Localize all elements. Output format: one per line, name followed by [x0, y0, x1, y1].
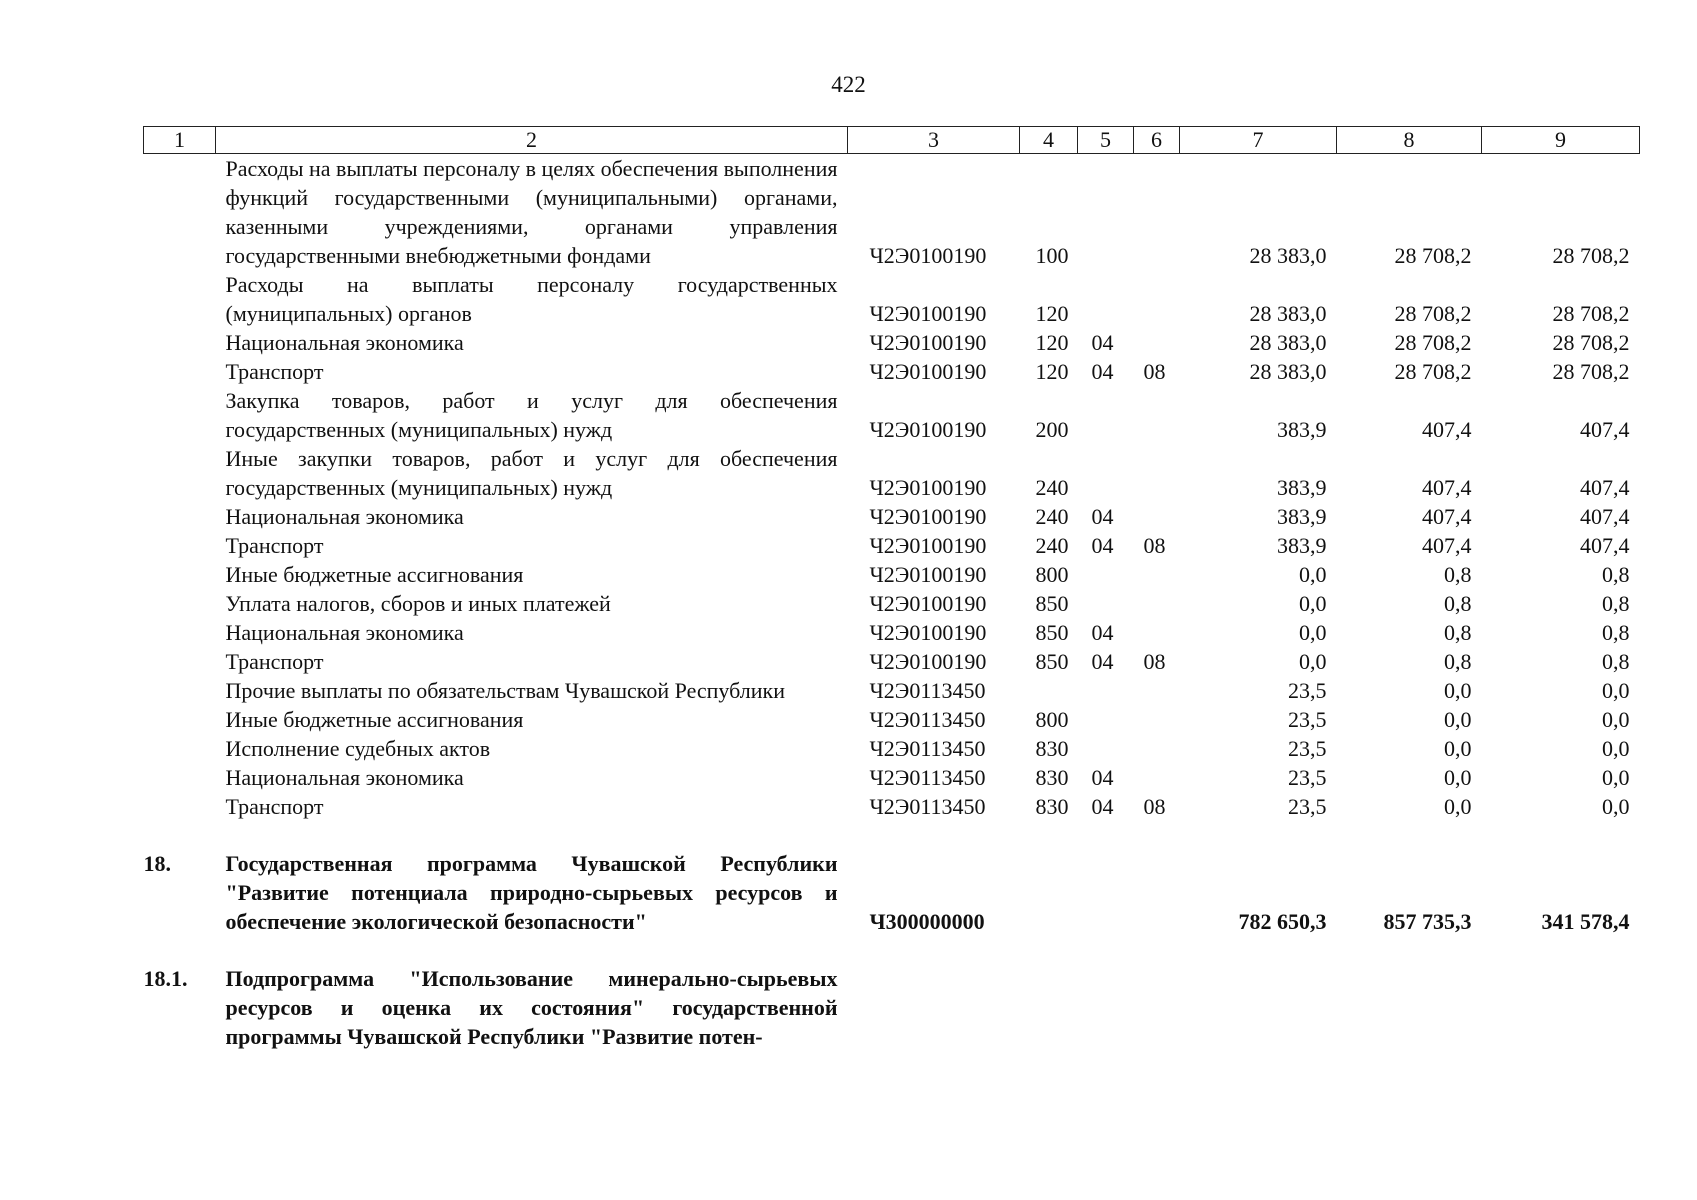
row-name: Национальная экономика [225, 620, 464, 645]
row-section: 04 [1091, 533, 1114, 558]
row-subsection [1134, 618, 1180, 647]
column-header: 9 [1482, 127, 1640, 154]
row-number [144, 618, 216, 647]
row-expense-type [1020, 676, 1078, 705]
row-amount-9: 0,0 [1602, 794, 1630, 819]
row-code: Ч2Э0100190 [869, 301, 987, 326]
row-section: 04 [1091, 620, 1114, 645]
row-amount-9: 407,4 [1580, 504, 1630, 529]
row-subsection [1134, 154, 1180, 271]
row-name: Транспорт [225, 533, 324, 558]
row-name: Иные бюджетные ассигнования [225, 562, 524, 587]
row-code: Ч2Э0113450 [869, 765, 986, 790]
row-amount-7: 383,9 [1277, 504, 1327, 529]
row-number [144, 502, 216, 531]
program-row [144, 849, 1640, 936]
row-subsection [1134, 502, 1180, 531]
subprogram-name: Подпрограмма "Использование минерально-сырьевых ресурсов и оценка их состояния" государственной программы Чувашской Республики "Развитие потен- [225, 966, 838, 1049]
row-name: Иные бюджетные ассигнования [225, 707, 524, 732]
row-expense-type: 240 [1035, 504, 1069, 529]
row-section: 04 [1091, 794, 1114, 819]
table-row [144, 386, 1640, 444]
row-code: Ч2Э0100190 [869, 620, 987, 645]
row-code: Ч2Э0100190 [869, 562, 987, 587]
table-row [144, 531, 1640, 560]
table-row [144, 502, 1640, 531]
row-amount-7: 383,9 [1277, 475, 1327, 500]
row-amount-7: 23,5 [1288, 794, 1327, 819]
row-amount-7: 23,5 [1288, 736, 1327, 761]
row-amount-7: 383,9 [1277, 533, 1327, 558]
row-code: Ч2Э0113450 [869, 678, 986, 703]
row-section [1078, 386, 1134, 444]
row-amount-9: 0,0 [1602, 736, 1630, 761]
row-expense-type: 200 [1035, 417, 1069, 442]
row-subsection [1134, 763, 1180, 792]
row-name: Уплата налогов, сборов и иных платежей [225, 591, 611, 616]
program-code: Ч300000000 [869, 909, 985, 934]
row-section: 04 [1091, 649, 1114, 674]
row-number [144, 792, 216, 821]
row-amount-9: 0,0 [1602, 707, 1630, 732]
row-code: Ч2Э0100190 [869, 649, 987, 674]
program-name: Государственная программа Чувашской Республики "Развитие потенциала природно-сырьевых ресурсов и обеспечение экологической безопасности" [225, 851, 838, 934]
row-name: Исполнение судебных актов [225, 736, 491, 761]
row-amount-7: 383,9 [1277, 417, 1327, 442]
row-amount-9: 28 708,2 [1552, 359, 1630, 384]
row-amount-7: 23,5 [1288, 765, 1327, 790]
row-section [1078, 589, 1134, 618]
row-section [1078, 734, 1134, 763]
row-subsection: 08 [1143, 794, 1166, 819]
row-name: Национальная экономика [225, 765, 464, 790]
row-amount-8: 407,4 [1422, 504, 1472, 529]
row-amount-9: 407,4 [1580, 417, 1630, 442]
row-amount-9: 28 708,2 [1552, 243, 1630, 268]
row-subsection [1134, 676, 1180, 705]
page-number: 422 [831, 72, 866, 97]
row-amount-9: 407,4 [1580, 475, 1630, 500]
row-amount-7: 0,0 [1299, 649, 1327, 674]
row-subsection [1134, 444, 1180, 502]
table-row [144, 676, 1640, 705]
row-amount-9: 28 708,2 [1552, 330, 1630, 355]
row-name: Национальная экономика [225, 504, 464, 529]
row-name: Транспорт [225, 649, 324, 674]
row-expense-type: 800 [1035, 562, 1069, 587]
row-expense-type: 830 [1035, 794, 1069, 819]
table-row [144, 589, 1640, 618]
row-amount-8: 28 708,2 [1394, 330, 1472, 355]
table-row [144, 270, 1640, 328]
row-amount-9: 0,8 [1602, 649, 1630, 674]
table-row [144, 647, 1640, 676]
column-header: 7 [1180, 127, 1337, 154]
row-expense-type: 850 [1035, 620, 1069, 645]
row-expense-type: 240 [1035, 475, 1069, 500]
row-number [144, 444, 216, 502]
row-expense-type: 850 [1035, 649, 1069, 674]
subprogram-row [144, 964, 1640, 1051]
row-number [144, 357, 216, 386]
row-amount-7: 0,0 [1299, 591, 1327, 616]
row-name: Транспорт [225, 794, 324, 819]
row-number [144, 270, 216, 328]
row-code: Ч2Э0100190 [869, 504, 987, 529]
row-section [1078, 705, 1134, 734]
row-section: 04 [1091, 765, 1114, 790]
row-code: Ч2Э0113450 [869, 707, 986, 732]
column-header: 6 [1134, 127, 1180, 154]
row-expense-type: 830 [1035, 765, 1069, 790]
row-subsection [1134, 589, 1180, 618]
row-amount-9: 0,8 [1602, 562, 1630, 587]
column-header: 5 [1078, 127, 1134, 154]
row-expense-type: 120 [1035, 359, 1069, 384]
row-section: 04 [1091, 504, 1114, 529]
row-number [144, 647, 216, 676]
row-section [1078, 560, 1134, 589]
row-amount-9: 28 708,2 [1552, 301, 1630, 326]
row-amount-8: 0,8 [1444, 562, 1472, 587]
row-expense-type: 120 [1035, 330, 1069, 355]
row-subsection [1134, 734, 1180, 763]
row-amount-9: 407,4 [1580, 533, 1630, 558]
row-subsection [1134, 560, 1180, 589]
row-amount-8: 28 708,2 [1394, 301, 1472, 326]
table-row [144, 734, 1640, 763]
row-expense-type: 800 [1035, 707, 1069, 732]
program-amount-7: 782 650,3 [1238, 909, 1327, 934]
column-number-header-row [144, 127, 1640, 154]
row-subsection [1134, 270, 1180, 328]
row-amount-8: 0,8 [1444, 649, 1472, 674]
row-amount-7: 0,0 [1299, 562, 1327, 587]
row-number [144, 560, 216, 589]
row-code: Ч2Э0100190 [869, 243, 987, 268]
row-amount-9: 0,8 [1602, 591, 1630, 616]
row-code: Ч2Э0113450 [869, 794, 986, 819]
spacer-row [144, 821, 1640, 849]
row-section: 04 [1091, 330, 1114, 355]
row-expense-type: 120 [1035, 301, 1069, 326]
row-number [144, 531, 216, 560]
column-header: 1 [144, 127, 216, 154]
row-amount-8: 28 708,2 [1394, 359, 1472, 384]
row-name: Транспорт [225, 359, 324, 384]
row-section [1078, 444, 1134, 502]
row-amount-8: 0,0 [1444, 678, 1472, 703]
row-amount-7: 28 383,0 [1249, 301, 1327, 326]
table-row [144, 618, 1640, 647]
row-subsection [1134, 328, 1180, 357]
table-row [144, 560, 1640, 589]
row-section: 04 [1091, 359, 1114, 384]
row-expense-type: 850 [1035, 591, 1069, 616]
row-code: Ч2Э0100190 [869, 591, 987, 616]
row-amount-8: 0,0 [1444, 707, 1472, 732]
table-row [144, 357, 1640, 386]
row-amount-8: 0,8 [1444, 620, 1472, 645]
table-row [144, 328, 1640, 357]
table-row [144, 792, 1640, 821]
row-amount-8: 0,0 [1444, 794, 1472, 819]
column-header: 3 [848, 127, 1020, 154]
subprogram-number: 18.1. [143, 966, 188, 991]
row-number [144, 734, 216, 763]
row-section [1078, 270, 1134, 328]
row-number [144, 154, 216, 271]
row-name: Расходы на выплаты персоналу в целях обеспечения выполнения функций государственными (муниципальными) органами, казенными учреждениями, органами управления государственными внебюджетными фондами [225, 156, 838, 268]
row-expense-type: 100 [1035, 243, 1069, 268]
row-amount-8: 0,0 [1444, 736, 1472, 761]
row-number [144, 328, 216, 357]
row-expense-type: 240 [1035, 533, 1069, 558]
row-amount-8: 0,8 [1444, 591, 1472, 616]
row-subsection: 08 [1143, 533, 1166, 558]
row-amount-9: 0,0 [1602, 765, 1630, 790]
row-amount-8: 407,4 [1422, 475, 1472, 500]
row-number [144, 589, 216, 618]
row-amount-7: 0,0 [1299, 620, 1327, 645]
row-code: Ч2Э0100190 [869, 330, 987, 355]
column-header: 2 [216, 127, 848, 154]
row-code: Ч2Э0100190 [869, 417, 987, 442]
row-subsection: 08 [1143, 649, 1166, 674]
row-amount-8: 407,4 [1422, 533, 1472, 558]
row-amount-9: 0,8 [1602, 620, 1630, 645]
row-amount-7: 28 383,0 [1249, 359, 1327, 384]
row-number [144, 676, 216, 705]
budget-table [143, 126, 1640, 1051]
row-amount-8: 28 708,2 [1394, 243, 1472, 268]
program-amount-9: 341 578,4 [1541, 909, 1630, 934]
row-amount-7: 23,5 [1288, 678, 1327, 703]
row-code: Ч2Э0100190 [869, 475, 987, 500]
row-amount-7: 28 383,0 [1249, 243, 1327, 268]
table-row [144, 154, 1640, 271]
program-number: 18. [143, 851, 171, 876]
table-row [144, 705, 1640, 734]
row-section [1078, 676, 1134, 705]
row-subsection: 08 [1143, 359, 1166, 384]
column-header: 4 [1020, 127, 1078, 154]
spacer-row [144, 936, 1640, 964]
row-amount-7: 23,5 [1288, 707, 1327, 732]
row-amount-8: 407,4 [1422, 417, 1472, 442]
row-number [144, 386, 216, 444]
row-name: Прочие выплаты по обязательствам Чувашской Республики [225, 678, 785, 703]
row-number [144, 763, 216, 792]
row-name: Национальная экономика [225, 330, 464, 355]
row-number [144, 705, 216, 734]
column-header: 8 [1337, 127, 1482, 154]
row-amount-8: 0,0 [1444, 765, 1472, 790]
row-section [1078, 154, 1134, 271]
row-subsection [1134, 386, 1180, 444]
row-name: Закупка товаров, работ и услуг для обеспечения государственных (муниципальных) нужд [225, 388, 838, 442]
row-code: Ч2Э0100190 [869, 533, 987, 558]
row-expense-type: 830 [1035, 736, 1069, 761]
row-name: Иные закупки товаров, работ и услуг для обеспечения государственных (муниципальных) нужд [225, 446, 838, 500]
row-name: Расходы на выплаты персоналу государственных (муниципальных) органов [225, 272, 838, 326]
table-row [144, 444, 1640, 502]
row-code: Ч2Э0100190 [869, 359, 987, 384]
row-amount-7: 28 383,0 [1249, 330, 1327, 355]
table-row [144, 763, 1640, 792]
program-amount-8: 857 735,3 [1383, 909, 1472, 934]
row-amount-9: 0,0 [1602, 678, 1630, 703]
row-code: Ч2Э0113450 [869, 736, 986, 761]
row-subsection [1134, 705, 1180, 734]
